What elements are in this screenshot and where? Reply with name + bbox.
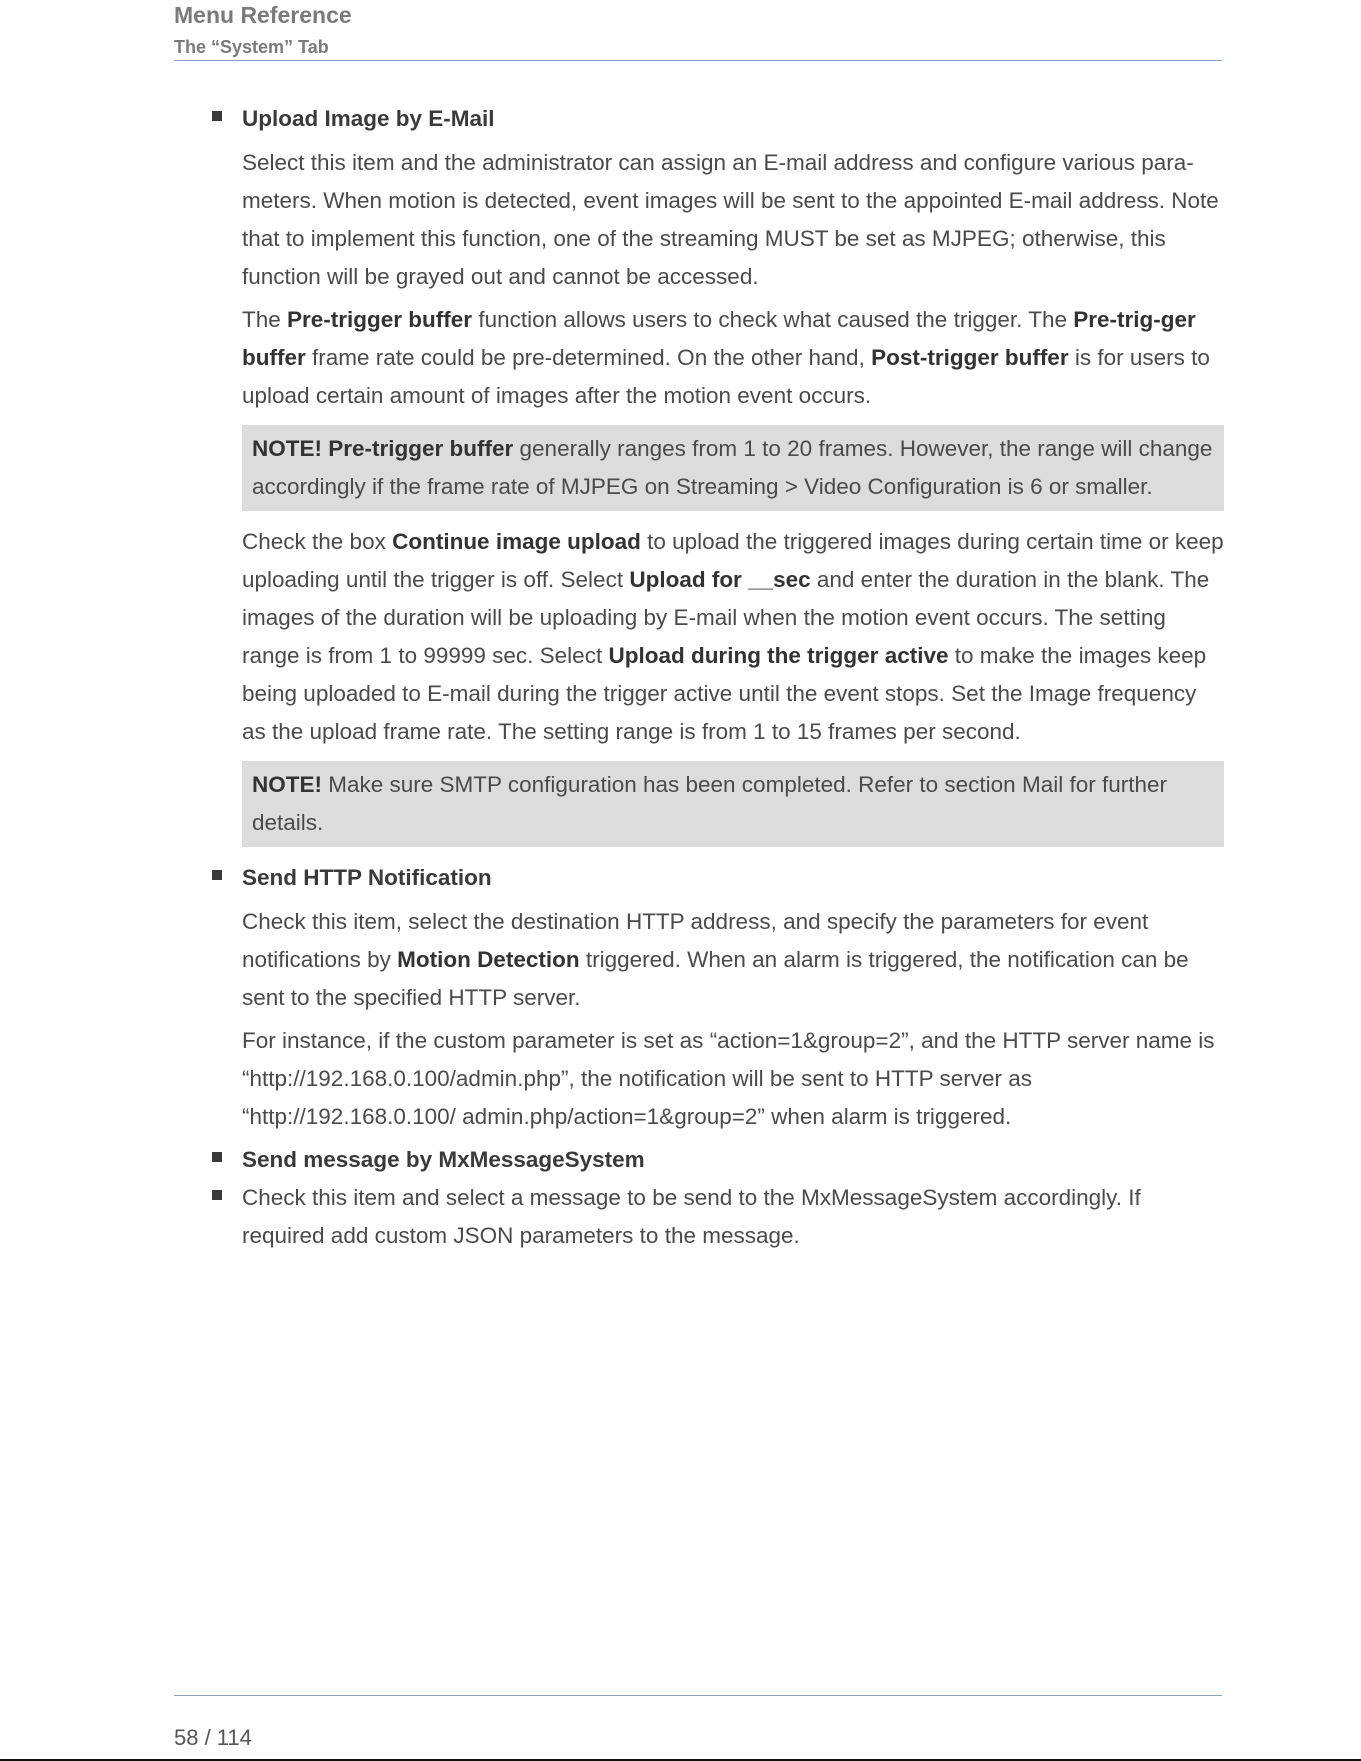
section-send-message-mxmessagesystem (212, 1141, 1224, 1179)
bullet-square-icon (212, 1152, 222, 1162)
paragraph (242, 301, 1224, 415)
header-title: Menu Reference (174, 2, 352, 28)
bold-term: Upload during the trigger active (608, 643, 949, 668)
text-run: is for users to upload certain amount of images after the motion event occurs. (242, 345, 1210, 408)
bold-term: Motion Detection (397, 947, 580, 972)
text-run: frame rate could be pre-determined. On the other hand, (305, 345, 872, 370)
paragraph: Check this item and select a message to be send to the MxMessageSystem accordingly. If required add custom JSON parameters to the message. (242, 1185, 1141, 1248)
section-upload-image-by-email (212, 100, 1224, 847)
page-header (174, 0, 1222, 61)
note-box (242, 425, 1224, 511)
header-subtitle: The “System” Tab (174, 37, 329, 57)
footer-divider (174, 1695, 1222, 1696)
text-run: triggered. When an alarm is triggered, the notification can be sent to the specified HTTP server. (242, 947, 1189, 1010)
bullet-square-icon (212, 1190, 222, 1200)
bold-term: Continue image upload (392, 529, 641, 554)
note-label: NOTE! Pre-trigger buffer (252, 436, 514, 461)
note-text: Make sure SMTP configuration has been completed. Refer to section Mail for further details. (252, 772, 1167, 835)
paragraph (242, 903, 1224, 1017)
text-run: to upload the triggered images during certain time or keep uploading until the trigger is off. Select (242, 529, 1224, 592)
text-run: to make the images keep being uploaded to E-mail during the trigger active until the event stops. Set the Image frequency as the upload frame rate. The setting range is from 1 to 15 frames per second. (242, 643, 1207, 744)
section-heading: Upload Image by E-Mail (242, 106, 495, 131)
paragraph (242, 523, 1224, 751)
page-number: 58 / 114 (174, 1725, 252, 1750)
section-send-http-notification (212, 859, 1224, 1136)
page-content (212, 100, 1224, 1260)
text-run: and enter the duration in the blank. The images of the duration will be uploading by E-mail when the motion event occurs. The setting range is from 1 to 99999 sec. Select (242, 567, 1210, 668)
text-run: Check the box (242, 529, 393, 554)
text-run: Check this item, select the destination HTTP address, and specify the parameters for event notifications by (242, 909, 1149, 972)
bold-term: Post-trigger buffer (871, 345, 1069, 370)
note-label: NOTE! (252, 772, 322, 797)
paragraph: For instance, if the custom parameter is set as “action=1&group=2”, and the HTTP server name is “http://192.168.0.100/admin.php”, the notification will be sent to HTTP server as “http://192.168.0.100/ admin.php/action=1&group=2” when alarm is triggered. (242, 1028, 1215, 1129)
text-run: function allows users to check what caused the trigger. The (472, 307, 1074, 332)
paragraph: Select this item and the administrator can assign an E-mail address and configure various para-meters. When motion is detected, event images will be sent to the appointed E-mail address. Note that to implement this function, one of the streaming MUST be set as MJPEG; otherwise, this function will be grayed out and cannot be accessed. (242, 150, 1219, 289)
note-box (242, 761, 1224, 847)
bullet-square-icon (212, 870, 222, 880)
bold-term: Pre-trigger buffer (287, 307, 473, 332)
list-item (212, 1179, 1224, 1255)
section-heading: Send HTTP Notification (242, 865, 492, 890)
section-heading: Send message by MxMessageSystem (242, 1147, 645, 1172)
note-text: generally ranges from 1 to 20 frames. However, the range will change accordingly if the frame rate of MJPEG on Streaming > Video Configuration is 6 or smaller. (252, 436, 1213, 499)
bullet-square-icon (212, 111, 222, 121)
bold-term: Pre-trig-ger buffer (242, 307, 1196, 370)
bold-term: Upload for __sec (629, 567, 811, 592)
text-run: The (242, 307, 288, 332)
